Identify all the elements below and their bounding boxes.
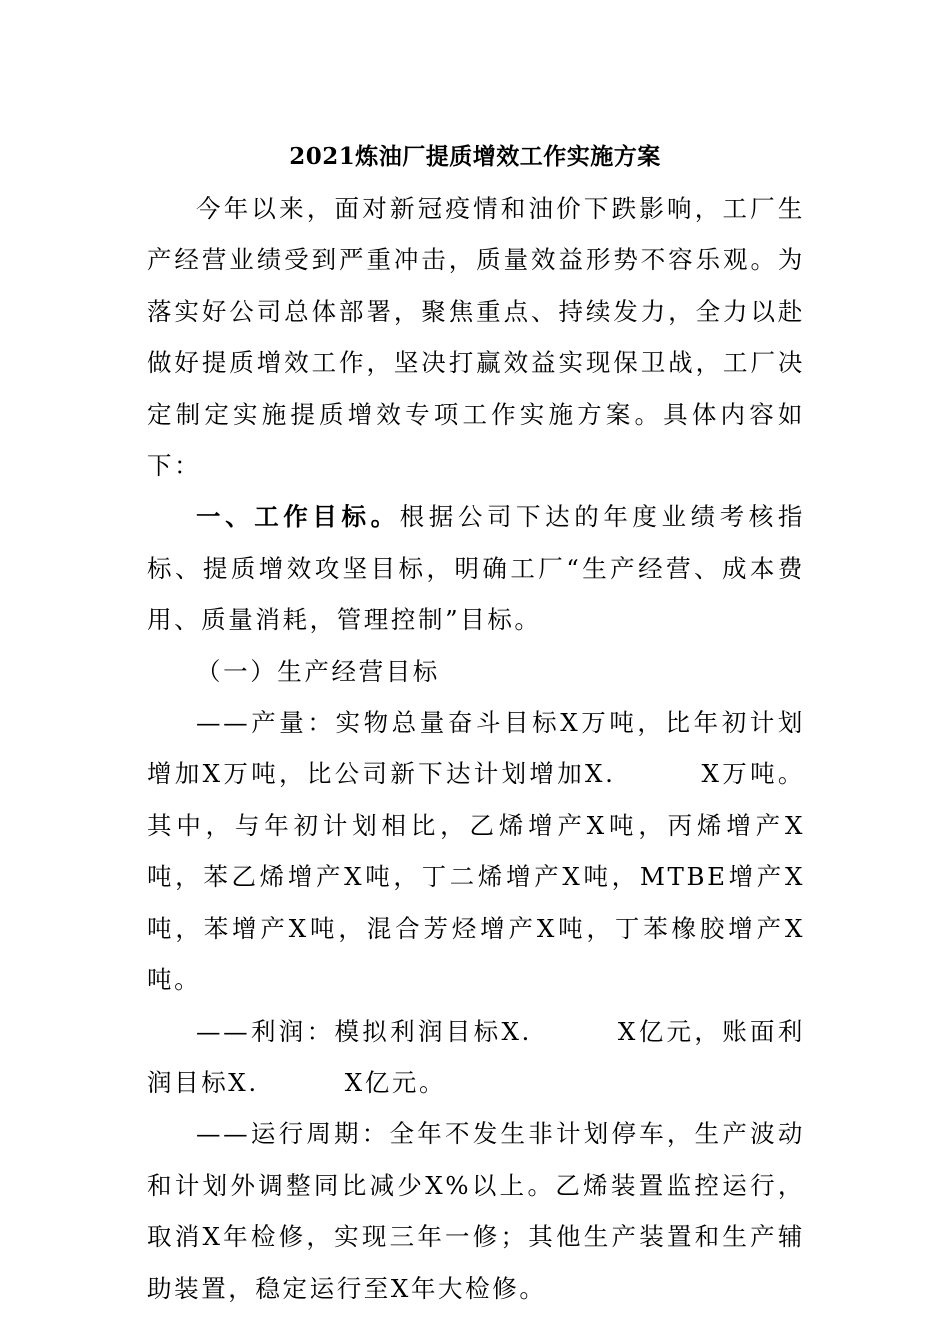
cycle-paragraph: ——运行周期：全年不发生非计划停车，生产波动和计划外调整同比减少X%以上。乙烯装置监控运行，取消X年检修，实现三年一修；其他生产装置和生产辅助装置，稳定运行至X年大检修。 <box>147 1119 805 1303</box>
intro-paragraph: 今年以来，面对新冠疫情和油价下跌影响，工厂生产经营业绩受到严重冲击，质量效益形势不容乐观。为落实好公司总体部署，聚焦重点、持续发力，全力以赴做好提质增效工作，坚决打赢效益实现保卫战，工厂决定制定实施提质增效专项工作实施方案。具体内容如下： <box>147 194 805 481</box>
profit-paragraph <box>147 1006 805 1109</box>
output-text-part-2: X万吨。其中，与年初计划相比，乙烯增产X吨，丙烯增产X吨，苯乙烯增产X吨，丁二烯增产X吨，MTBE增产X吨，苯增产X吨，混合芳烃增产X吨，丁苯橡胶增产X吨。 <box>147 759 805 995</box>
section-1-heading: 一、工作目标。 <box>196 502 400 532</box>
subsection-1-heading: （一）生产经营目标 <box>196 656 440 686</box>
output-text-part-1: ——产量：实物总量奋斗目标X万吨，比年初计划增加X万吨，比公司新下达计划增加X. <box>147 708 805 789</box>
profit-text-part-1: ——利润：模拟利润目标X. <box>196 1016 532 1046</box>
section-1-text: 根据公司下达的年度业绩考核指标、提质增效攻坚目标，明确工厂“生产经营、成本费用、质量消耗，管理控制”目标。 <box>147 502 805 635</box>
output-paragraph <box>147 697 805 1005</box>
profit-text-part-3: X亿元。 <box>344 1067 447 1097</box>
profit-text-part-2: X亿元，账面利润目标X. <box>147 1016 805 1097</box>
document-body <box>147 183 805 1314</box>
section-1-paragraph <box>147 491 805 645</box>
document-title: 2021炼油厂提质增效工作实施方案 <box>289 143 661 170</box>
